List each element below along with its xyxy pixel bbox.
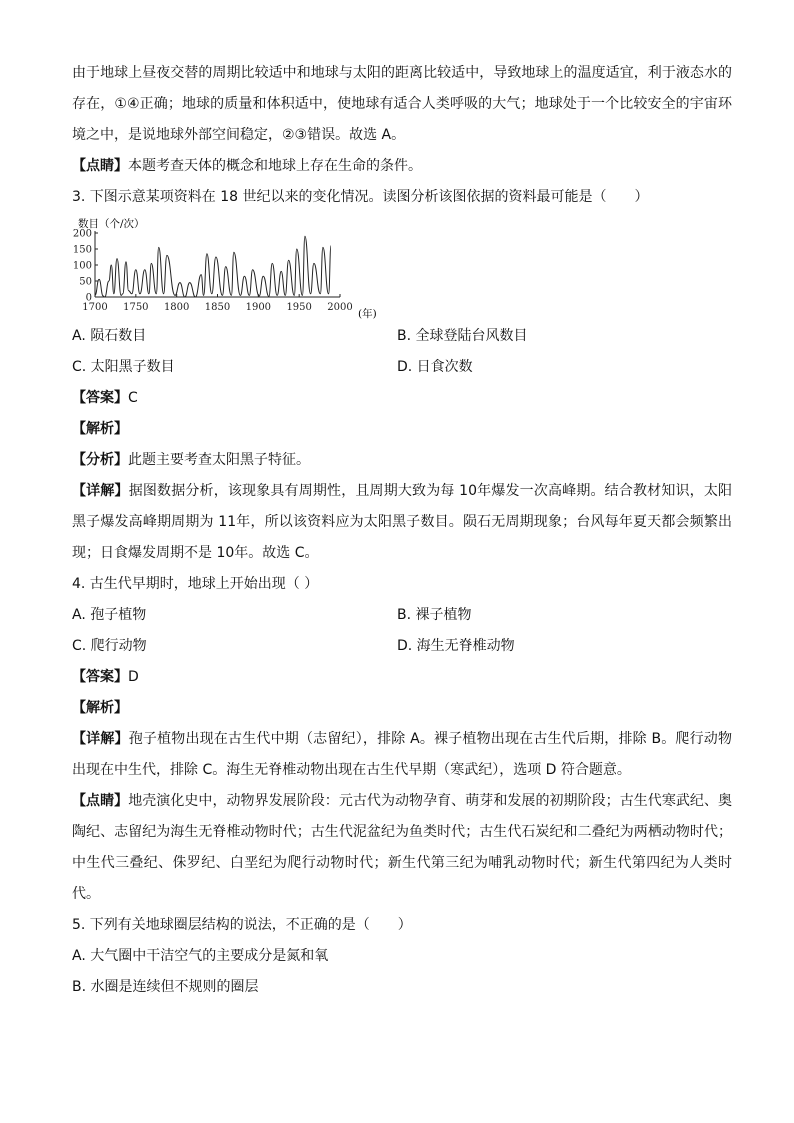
y-tick-label: 200	[72, 228, 92, 240]
q4-comment	[72, 786, 732, 910]
q3-options-row-1	[72, 321, 732, 352]
q3-options-row-2	[72, 352, 732, 383]
answer-value: D	[128, 669, 139, 685]
y-axis-label: 数目（个/次）	[78, 218, 145, 230]
q4-answer	[72, 662, 732, 693]
y-tick-label: 50	[79, 276, 92, 288]
sunspot-chart	[72, 217, 732, 319]
comment-tag: 【点睛】	[72, 793, 129, 809]
y-tick-label: 150	[72, 244, 92, 256]
document-page	[72, 58, 732, 1003]
q3-detail	[72, 476, 732, 569]
q3-answer	[72, 383, 732, 414]
fenxi-tag: 【分析】	[72, 452, 128, 468]
q3-option-d[interactable]: D. 日食次数	[397, 359, 473, 375]
q2-explanation-tail: 由于地球上昼夜交替的周期比较适中和地球与太阳的距离比较适中，导致地球上的温度适宜，利于液态水的存在，①④正确；地球的质量和体积适中，使地球有适合人类呼吸的大气；地球处于一个比较安全的宇宙环境之中，是说地球外部空间稳定，②③错误。故选 A。	[72, 65, 732, 143]
x-tick-label: 2000	[327, 302, 353, 313]
x-tick-label: 1900	[245, 302, 272, 313]
q4-stem: 4. 古生代早期时，地球上开始出现（ ）	[72, 576, 319, 592]
q5-stem: 5. 下列有关地球圈层结构的说法，不正确的是（ ）	[72, 917, 412, 933]
x-tick-label: 1950	[286, 302, 312, 313]
q3-fenxi	[72, 445, 732, 476]
q5-option-b[interactable]: B. 水圈是连续但不规则的圈层	[72, 979, 259, 995]
x-tick-label: 1800	[163, 302, 190, 313]
comment-tag: 【点睛】	[72, 158, 128, 174]
answer-value: C	[128, 390, 138, 406]
y-tick-label: 0	[85, 292, 92, 304]
detail-text: 孢子植物出现在古生代中期（志留纪），排除 A。裸子植物出现在古生代后期，排除 B。爬行动物出现在中生代，排除 C。海生无脊椎动物出现在古生代早期（寒武纪），选项 D 符合题意。	[72, 731, 732, 778]
x-axis-label: (年)	[358, 308, 377, 319]
y-tick-label: 100	[72, 260, 92, 272]
q3-option-b[interactable]: B. 全球登陆台风数目	[397, 328, 528, 344]
q4-options-row-1	[72, 600, 732, 631]
q4-detail	[72, 724, 732, 786]
q5-option-a[interactable]: A. 大气圈中干洁空气的主要成分是氮和氧	[72, 948, 329, 964]
q4-option-b[interactable]: B. 裸子植物	[397, 607, 472, 623]
answer-tag: 【答案】	[72, 390, 128, 406]
q4-analysis-tag: 【解析】	[72, 700, 128, 716]
x-tick-label: 1700	[82, 302, 108, 313]
q3-stem: 3. 下图示意某项资料在 18 世纪以来的变化情况。读图分析该图依据的资料最可能是（ ）	[72, 189, 649, 205]
comment-text: 地壳演化史中，动物界发展阶段：元古代为动物孕育、萌芽和发展的初期阶段；古生代寒武纪、奥陶纪、志留纪为海生无脊椎动物时代；古生代泥盆纪为鱼类时代；古生代石炭纪和二叠纪为两栖动物时代；中生代三叠纪、侏罗纪、白垩纪为爬行动物时代；新生代第三纪为哺乳动物时代；新生代第四纪为人类时代。	[72, 793, 733, 902]
detail-text: 据图数据分析，该现象具有周期性，且周期大致为每 10年爆发一次高峰期。结合教材知识，太阳黑子爆发高峰期周期为 11年，所以该资料应为太阳黑子数目。陨石无周期现象；台风每年夏天都会频繁出现；日食爆发周期不是 10年。故选 C。	[72, 483, 733, 561]
q2-comment	[72, 151, 732, 182]
detail-tag: 【详解】	[72, 483, 129, 499]
x-tick-label: 1750	[123, 302, 149, 313]
comment-text: 本题考查天体的概念和地球上存在生命的条件。	[128, 158, 422, 174]
series-line	[95, 236, 331, 297]
q3-option-c[interactable]: C. 太阳黑子数目	[72, 359, 175, 375]
q3-analysis-tag: 【解析】	[72, 421, 128, 437]
x-tick-label: 1850	[204, 302, 231, 313]
chart-svg	[72, 217, 392, 319]
detail-tag: 【详解】	[72, 731, 129, 747]
q4-option-d[interactable]: D. 海生无脊椎动物	[397, 638, 515, 654]
q4-option-a[interactable]: A. 孢子植物	[72, 607, 147, 623]
q4-options-row-2	[72, 631, 732, 662]
q4-option-c[interactable]: C. 爬行动物	[72, 638, 147, 654]
fenxi-text: 此题主要考查太阳黑子特征。	[128, 452, 310, 468]
answer-tag: 【答案】	[72, 669, 128, 685]
q3-option-a[interactable]: A. 陨石数目	[72, 328, 147, 344]
